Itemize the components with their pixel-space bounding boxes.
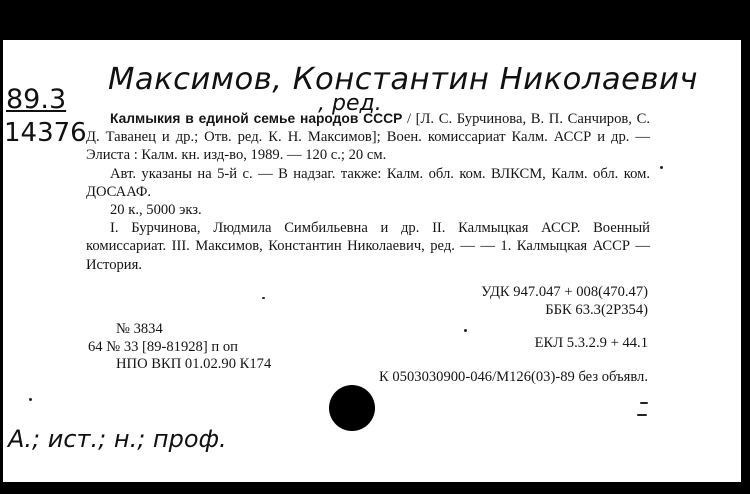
- responsibility-statement: / [Л. С. Бурчинова, В. П. Санчиров, С. Д. Таванец и др.; Отв. ред. К. Н. Максимов]; Воен. комиссариат Калм. АССР и др. — Элиста : Калм. кн. изд-во, 1989. — 120 с.; 20 см.: [86, 111, 650, 164]
- handwritten-inventory-number: 14376: [4, 118, 87, 148]
- npo-line: НПО ВКП 01.02.90 К174: [116, 356, 272, 372]
- k-code: К 0503030900-046/М126(03)-89 без объявл.: [379, 369, 648, 385]
- udk-code: УДК 947.047 + 008(470.47): [481, 284, 648, 300]
- title-paragraph: [86, 110, 650, 165]
- book-title: Калмыкия в единой семье народов СССР: [110, 111, 403, 126]
- speck: [464, 329, 467, 332]
- speck: [660, 166, 663, 169]
- note-paragraph: Авт. указаны на 5-й с. — В надзаг. также: Калм. обл. ком. ВЛКСМ, Калм. обл. ком. ДОСААФ.: [86, 165, 650, 200]
- handwritten-author-heading: Максимов, Константин Николаевич: [108, 62, 699, 97]
- order-number: 64 № 33 [89-81928] п оп: [88, 339, 238, 355]
- card-number: № 3834: [116, 321, 163, 337]
- handwritten-editor-role: , ред.: [318, 91, 382, 116]
- handwritten-bottom-note: А.; ист.; н.; проф.: [8, 425, 227, 453]
- handwritten-shelf-mark: 89.3: [6, 84, 67, 115]
- price-line: 20 к., 5000 экз.: [110, 202, 202, 219]
- tracings-paragraph: I. Бурчинова, Людмила Симбильевна и др. II. Калмыцкая АССР. Военный комиссариат. III. Максимов, Константин Николаевич, ред. — — 1. Калмыцкая АССР — История.: [86, 220, 650, 273]
- ekl-code: ЕКЛ 5.3.2.9 + 44.1: [534, 335, 648, 351]
- speck: [262, 297, 265, 299]
- speck: [29, 398, 32, 401]
- speck: [640, 402, 648, 404]
- bbk-code: ББК 63.3(2Р354): [545, 302, 648, 318]
- bibliographic-description: [86, 110, 650, 274]
- speck: [637, 414, 647, 416]
- punch-hole: [329, 385, 375, 431]
